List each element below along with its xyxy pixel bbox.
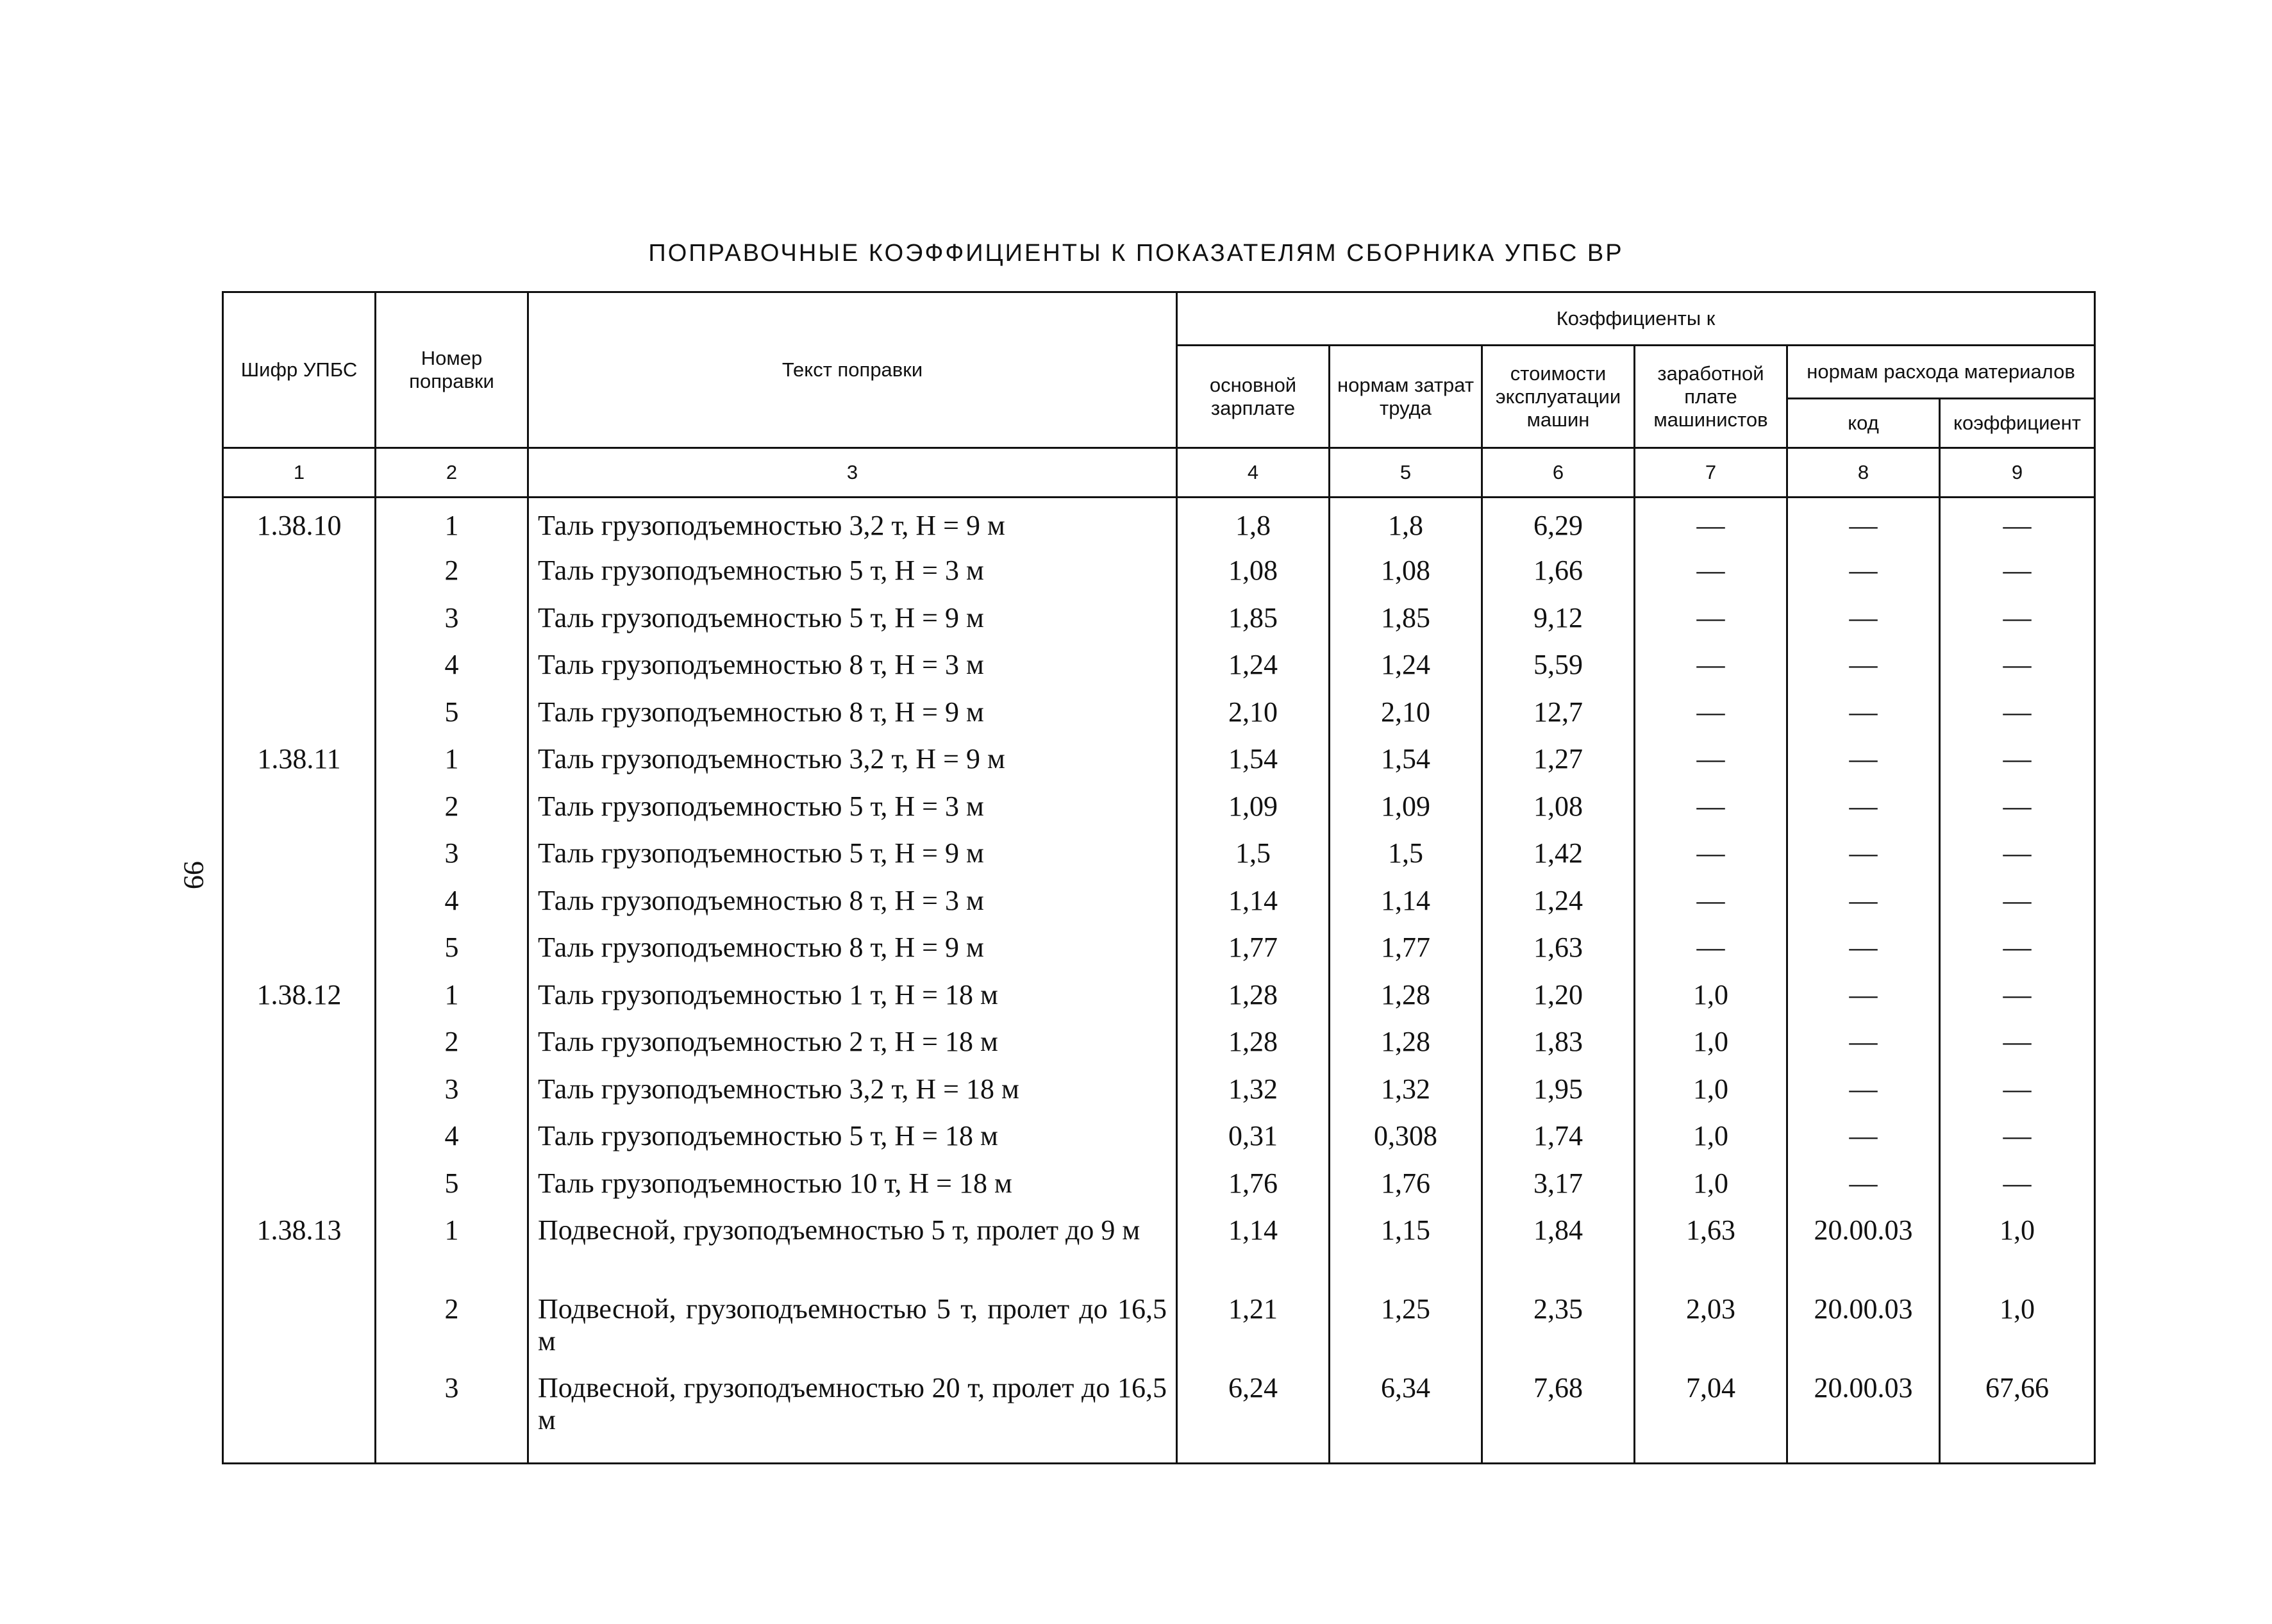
cell-material-coef: — xyxy=(1940,498,2095,545)
cell-basic-salary: 1,32 xyxy=(1177,1063,1330,1110)
cell-operator-salary: 1,0 xyxy=(1635,1157,1787,1205)
cell-text: Таль грузоподъемностью 3,2 т, H = 9 м xyxy=(528,498,1177,545)
cell-basic-salary: 1,8 xyxy=(1177,498,1330,545)
cell-number: 3 xyxy=(376,1362,528,1463)
table-row xyxy=(223,1283,2095,1362)
cell-material-code: 20.00.03 xyxy=(1787,1362,1940,1463)
cell-material-code: — xyxy=(1787,780,1940,828)
cell-code xyxy=(223,1362,376,1463)
header-labor: нормам затрат труда xyxy=(1330,346,1482,448)
cell-basic-salary: 1,28 xyxy=(1177,969,1330,1016)
cell-labor: 1,24 xyxy=(1330,639,1482,686)
cell-operator-salary: 2,03 xyxy=(1635,1283,1787,1362)
cell-material-code: — xyxy=(1787,875,1940,922)
page-number: 99 xyxy=(178,861,210,889)
cell-material-coef: — xyxy=(1940,686,2095,733)
cell-material-coef: 1,0 xyxy=(1940,1204,2095,1283)
column-number: 3 xyxy=(528,448,1177,498)
cell-code xyxy=(223,921,376,969)
cell-operator-salary: — xyxy=(1635,827,1787,875)
cell-code xyxy=(223,780,376,828)
table-row xyxy=(223,639,2095,686)
cell-code: 1.38.13 xyxy=(223,1204,376,1283)
cell-material-coef: — xyxy=(1940,827,2095,875)
cell-labor: 1,32 xyxy=(1330,1063,1482,1110)
cell-labor: 1,28 xyxy=(1330,969,1482,1016)
header-material-code: код xyxy=(1787,399,1940,448)
cell-number: 5 xyxy=(376,686,528,733)
cell-material-code: — xyxy=(1787,733,1940,780)
cell-text: Таль грузоподъемностью 8 т, H = 3 м xyxy=(528,639,1177,686)
cell-operator-salary: — xyxy=(1635,686,1787,733)
cell-machine-cost: 1,63 xyxy=(1482,921,1635,969)
cell-operator-salary: — xyxy=(1635,921,1787,969)
cell-machine-cost: 1,42 xyxy=(1482,827,1635,875)
table-row xyxy=(223,544,2095,592)
cell-code xyxy=(223,544,376,592)
cell-number: 4 xyxy=(376,639,528,686)
cell-material-code: 20.00.03 xyxy=(1787,1283,1940,1362)
cell-basic-salary: 1,24 xyxy=(1177,639,1330,686)
cell-text: Таль грузоподъемностью 8 т, H = 9 м xyxy=(528,921,1177,969)
cell-text: Таль грузоподъемностью 5 т, H = 3 м xyxy=(528,780,1177,828)
cell-labor: 1,76 xyxy=(1330,1157,1482,1205)
cell-material-coef: — xyxy=(1940,1063,2095,1110)
cell-basic-salary: 6,24 xyxy=(1177,1362,1330,1463)
cell-labor: 1,5 xyxy=(1330,827,1482,875)
table-row xyxy=(223,1110,2095,1157)
table-row xyxy=(223,875,2095,922)
header-machine-cost: стоимости эксплуатации машин xyxy=(1482,346,1635,448)
header-materials-group: нормам расхода материалов xyxy=(1787,346,2095,399)
cell-number: 2 xyxy=(376,780,528,828)
cell-material-coef: — xyxy=(1940,921,2095,969)
cell-basic-salary: 1,08 xyxy=(1177,544,1330,592)
cell-basic-salary: 1,54 xyxy=(1177,733,1330,780)
cell-machine-cost: 1,74 xyxy=(1482,1110,1635,1157)
cell-labor: 1,08 xyxy=(1330,544,1482,592)
column-number: 1 xyxy=(223,448,376,498)
cell-number: 1 xyxy=(376,1204,528,1283)
header-coefficients-group: Коэффициенты к xyxy=(1177,292,2095,346)
cell-operator-salary: 1,63 xyxy=(1635,1204,1787,1283)
cell-text: Таль грузоподъемностью 8 т, H = 3 м xyxy=(528,875,1177,922)
column-number: 9 xyxy=(1940,448,2095,498)
column-number: 8 xyxy=(1787,448,1940,498)
table-row xyxy=(223,827,2095,875)
cell-material-code: — xyxy=(1787,498,1940,545)
header-material-coef: коэффициент xyxy=(1940,399,2095,448)
cell-code: 1.38.10 xyxy=(223,498,376,545)
cell-text: Таль грузоподъемностью 2 т, H = 18 м xyxy=(528,1016,1177,1063)
cell-machine-cost: 1,27 xyxy=(1482,733,1635,780)
cell-material-code: — xyxy=(1787,544,1940,592)
cell-material-code: — xyxy=(1787,592,1940,639)
cell-code xyxy=(223,1283,376,1362)
cell-code: 1.38.11 xyxy=(223,733,376,780)
cell-text: Таль грузоподъемностью 5 т, H = 9 м xyxy=(528,827,1177,875)
cell-text: Таль грузоподъемностью 1 т, H = 18 м xyxy=(528,969,1177,1016)
cell-material-coef: — xyxy=(1940,969,2095,1016)
cell-operator-salary: 7,04 xyxy=(1635,1362,1787,1463)
cell-number: 5 xyxy=(376,921,528,969)
cell-text: Таль грузоподъемностью 8 т, H = 9 м xyxy=(528,686,1177,733)
cell-basic-salary: 1,85 xyxy=(1177,592,1330,639)
column-number: 6 xyxy=(1482,448,1635,498)
cell-labor: 0,308 xyxy=(1330,1110,1482,1157)
cell-material-coef: — xyxy=(1940,733,2095,780)
header-code: Шифр УПБС xyxy=(223,292,376,448)
cell-machine-cost: 5,59 xyxy=(1482,639,1635,686)
cell-operator-salary: — xyxy=(1635,498,1787,545)
cell-material-code: — xyxy=(1787,921,1940,969)
cell-operator-salary: — xyxy=(1635,875,1787,922)
cell-text: Таль грузоподъемностью 3,2 т, H = 18 м xyxy=(528,1063,1177,1110)
cell-code xyxy=(223,1016,376,1063)
cell-basic-salary: 1,09 xyxy=(1177,780,1330,828)
cell-material-code: — xyxy=(1787,1157,1940,1205)
cell-code xyxy=(223,1157,376,1205)
cell-number: 1 xyxy=(376,733,528,780)
table-row xyxy=(223,1063,2095,1110)
column-number: 4 xyxy=(1177,448,1330,498)
cell-code xyxy=(223,1110,376,1157)
correction-coefficients-table xyxy=(222,291,2096,1464)
cell-operator-salary: 1,0 xyxy=(1635,969,1787,1016)
table-row xyxy=(223,780,2095,828)
table-row xyxy=(223,969,2095,1016)
cell-text: Подвесной, грузоподъемностью 5 т, пролет до 9 м xyxy=(528,1204,1177,1283)
table-row xyxy=(223,592,2095,639)
cell-material-coef: — xyxy=(1940,1016,2095,1063)
table-row xyxy=(223,1016,2095,1063)
cell-number: 2 xyxy=(376,1283,528,1362)
cell-operator-salary: — xyxy=(1635,639,1787,686)
cell-text: Таль грузоподъемностью 5 т, H = 18 м xyxy=(528,1110,1177,1157)
cell-labor: 1,54 xyxy=(1330,733,1482,780)
cell-operator-salary: — xyxy=(1635,592,1787,639)
cell-machine-cost: 1,95 xyxy=(1482,1063,1635,1110)
cell-machine-cost: 3,17 xyxy=(1482,1157,1635,1205)
cell-labor: 1,77 xyxy=(1330,921,1482,969)
cell-basic-salary: 1,14 xyxy=(1177,1204,1330,1283)
header-operator-salary: заработной плате машинистов xyxy=(1635,346,1787,448)
cell-material-coef: — xyxy=(1940,1157,2095,1205)
cell-number: 1 xyxy=(376,969,528,1016)
column-number: 2 xyxy=(376,448,528,498)
cell-labor: 1,25 xyxy=(1330,1283,1482,1362)
cell-code xyxy=(223,592,376,639)
cell-text: Подвесной, грузоподъемностью 5 т, пролет до 16,5 м xyxy=(528,1283,1177,1362)
cell-text: Таль грузоподъемностью 10 т, H = 18 м xyxy=(528,1157,1177,1205)
header-basic-salary: основной зарплате xyxy=(1177,346,1330,448)
cell-basic-salary: 0,31 xyxy=(1177,1110,1330,1157)
cell-basic-salary: 2,10 xyxy=(1177,686,1330,733)
table-row xyxy=(223,1157,2095,1205)
cell-material-coef: — xyxy=(1940,875,2095,922)
header-text: Текст поправки xyxy=(528,292,1177,448)
cell-operator-salary: — xyxy=(1635,544,1787,592)
cell-material-code: — xyxy=(1787,686,1940,733)
cell-number: 4 xyxy=(376,1110,528,1157)
column-number: 5 xyxy=(1330,448,1482,498)
cell-machine-cost: 1,84 xyxy=(1482,1204,1635,1283)
table-row xyxy=(223,1362,2095,1463)
column-number: 7 xyxy=(1635,448,1787,498)
cell-operator-salary: — xyxy=(1635,780,1787,828)
cell-code xyxy=(223,827,376,875)
cell-code xyxy=(223,639,376,686)
cell-text: Таль грузоподъемностью 5 т, H = 9 м xyxy=(528,592,1177,639)
cell-code: 1.38.12 xyxy=(223,969,376,1016)
cell-operator-salary: 1,0 xyxy=(1635,1016,1787,1063)
cell-basic-salary: 1,21 xyxy=(1177,1283,1330,1362)
cell-operator-salary: 1,0 xyxy=(1635,1110,1787,1157)
cell-labor: 6,34 xyxy=(1330,1362,1482,1463)
cell-number: 2 xyxy=(376,544,528,592)
cell-number: 5 xyxy=(376,1157,528,1205)
cell-material-code: — xyxy=(1787,1063,1940,1110)
cell-machine-cost: 1,24 xyxy=(1482,875,1635,922)
cell-material-code: — xyxy=(1787,1016,1940,1063)
cell-code xyxy=(223,1063,376,1110)
cell-machine-cost: 9,12 xyxy=(1482,592,1635,639)
cell-material-code: — xyxy=(1787,639,1940,686)
table-row xyxy=(223,1204,2095,1283)
cell-machine-cost: 1,83 xyxy=(1482,1016,1635,1063)
cell-material-coef: — xyxy=(1940,1110,2095,1157)
cell-material-coef: — xyxy=(1940,544,2095,592)
cell-machine-cost: 6,29 xyxy=(1482,498,1635,545)
cell-number: 4 xyxy=(376,875,528,922)
cell-basic-salary: 1,5 xyxy=(1177,827,1330,875)
cell-code xyxy=(223,686,376,733)
cell-machine-cost: 7,68 xyxy=(1482,1362,1635,1463)
cell-labor: 1,14 xyxy=(1330,875,1482,922)
cell-machine-cost: 1,08 xyxy=(1482,780,1635,828)
cell-operator-salary: — xyxy=(1635,733,1787,780)
cell-material-coef: — xyxy=(1940,639,2095,686)
table-row xyxy=(223,921,2095,969)
cell-machine-cost: 1,66 xyxy=(1482,544,1635,592)
table-row xyxy=(223,686,2095,733)
cell-labor: 2,10 xyxy=(1330,686,1482,733)
cell-number: 1 xyxy=(376,498,528,545)
cell-material-coef: — xyxy=(1940,780,2095,828)
table-row xyxy=(223,733,2095,780)
cell-basic-salary: 1,14 xyxy=(1177,875,1330,922)
cell-code xyxy=(223,875,376,922)
cell-material-code: — xyxy=(1787,1110,1940,1157)
page-title: ПОПРАВОЧНЫЕ КОЭФФИЦИЕНТЫ К ПОКАЗАТЕЛЯМ СБОРНИКА УПБС ВР xyxy=(648,240,1624,267)
cell-number: 3 xyxy=(376,592,528,639)
cell-material-coef: 67,66 xyxy=(1940,1362,2095,1463)
cell-basic-salary: 1,76 xyxy=(1177,1157,1330,1205)
table-row xyxy=(223,498,2095,545)
cell-material-coef: 1,0 xyxy=(1940,1283,2095,1362)
cell-material-coef: — xyxy=(1940,592,2095,639)
cell-text: Таль грузоподъемностью 5 т, H = 3 м xyxy=(528,544,1177,592)
cell-operator-salary: 1,0 xyxy=(1635,1063,1787,1110)
cell-material-code: — xyxy=(1787,827,1940,875)
cell-material-code: — xyxy=(1787,969,1940,1016)
cell-basic-salary: 1,77 xyxy=(1177,921,1330,969)
cell-machine-cost: 12,7 xyxy=(1482,686,1635,733)
cell-basic-salary: 1,28 xyxy=(1177,1016,1330,1063)
cell-number: 2 xyxy=(376,1016,528,1063)
cell-text: Таль грузоподъемностью 3,2 т, H = 9 м xyxy=(528,733,1177,780)
cell-labor: 1,09 xyxy=(1330,780,1482,828)
cell-number: 3 xyxy=(376,1063,528,1110)
cell-material-code: 20.00.03 xyxy=(1787,1204,1940,1283)
cell-labor: 1,15 xyxy=(1330,1204,1482,1283)
cell-number: 3 xyxy=(376,827,528,875)
cell-machine-cost: 1,20 xyxy=(1482,969,1635,1016)
cell-labor: 1,85 xyxy=(1330,592,1482,639)
cell-machine-cost: 2,35 xyxy=(1482,1283,1635,1362)
header-number: Номер поправки xyxy=(376,292,528,448)
cell-labor: 1,8 xyxy=(1330,498,1482,545)
cell-labor: 1,28 xyxy=(1330,1016,1482,1063)
cell-text: Подвесной, грузоподъемностью 20 т, пролет до 16,5 м xyxy=(528,1362,1177,1463)
